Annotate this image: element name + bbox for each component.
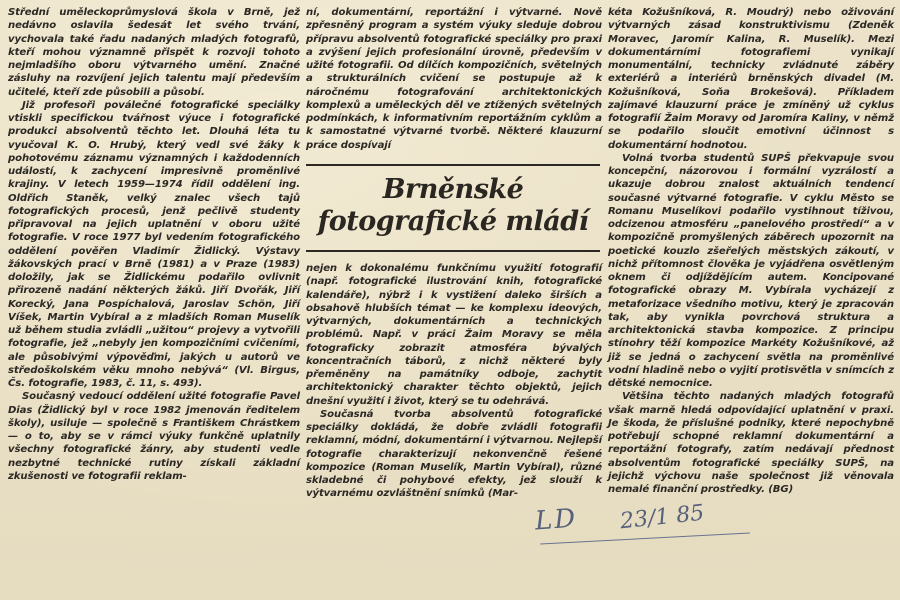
handwritten-initials: LD xyxy=(534,503,579,537)
paragraph: Střední uměleckoprůmyslová škola v Brně, jež nedávno oslavila šedesát let svého trvání, vychovala také řadu nadaných mladých fotografů, kteří mohou významně přispět k rozvoji tohoto nejmladšího oboru výtvarného umění. Značné zásluhy na rozvíjení jejich talentu mají především učitelé, kteří zde působili a působí. xyxy=(8,7,300,98)
article-column-2-bottom xyxy=(306,262,602,501)
paragraph: ní, dokumentární, reportážní i výtvarné. Nově zpřesněný program a systém výuky sleduje dobrou přípravu absolventů fotografické speciálky pro praxi a zvýšení jejich profesionální úrovně, především v užité fotografii. Od dílčích kompozičních, světelných a strukturálních cvičení se postupuje až k náročnému fotografování architektonických komplexů a uměleckých děl ve ztížených světelných podmínkách, k informativním reportážním cyklům a k samostatné výtvarné tvorbě. Některé klauzurní práce dospívají xyxy=(306,7,602,151)
paragraph: kéta Kožušníková, R. Moudrý) nebo oživování výtvarných zásad konstruktivismu (Zdeněk Moravec, Jaromír Kalina, R. Muselík). Mezi dokumentárními fotografiemi vynikají monumentální, technicky zvládnuté záběry exteriérů a interiérů brněnských divadel (M. Kožušníková, Soňa Brokešová). Příkladem zajímavé klauzurní práce je zmíněný už cyklus fotografií Žaim Moravy od Jaromíra Kaliny, v němž se podařilo sloučit emotivní účinnost s dokumentární hodnotou. xyxy=(608,7,894,151)
paragraph: Již profesoři poválečné fotografické speciálky vtiskli specifickou tvářnost výuce i fotografické produkci absolventů těchto let. Dlouhá léta tu vyučoval K. O. Hrubý, který vedl své žáky k pohotovému záznamu významných i každodenních událostí, k zachycení impresivně proměnlivé krajiny. V letech 1959—1974 řídil oddělení ing. Oldřich Staněk, velký znalec všech tajů fotografických procesů, jenž pečlivě studenty připravoval na jejich uplatnění v oboru užité fotografie. V roce 1977 byl vedením fotografického oddělení pověřen Vladimír Židlický. Výstavy žákovských prací v Brně (1981) a v Praze (1983) doložily, jak se Židlickému podařilo ovlivnit přirozeně nadání některých žáků. Jiří Dvořák, Jiří Korecký, Jana Pospíchalová, Jaroslav Schön, Jiří Víšek, Martin Vybíral a z mladších Roman Muselík už během studia zvládli „užitou“ projevy a vytvořili fotografie, jež „nebyly jen kompozičními cvičeními, ale působivými výpověďmi, jakých u autorů ve středoškolském věku mnoho nebývá“ (Vl. Birgus, Čs. fotografie, 1983, č. 11, s. 493). xyxy=(8,99,300,389)
paragraph: nejen k dokonalému funkčnímu využití fotografií (např. fotografické ilustrování knih, fotografické kalendáře), nýbrž i k vystižení daleko širších a obsahově hlubších témat — ke komplexu ideových, výtvarných, dokumentárních a technických problémů. Např. v práci Žaim Moravy se měla fotograficky zobrazit atmosféra bývalých koncentračních táborů, z nichž některé byly přeměněny na památníky odboje, zachytit architektonický charakter těchto objektů, jejich dnešní využití i život, který se tu odehrává. xyxy=(306,263,602,407)
article-headline: Brněnské fotografické mládí xyxy=(317,174,589,237)
paragraph: Volná tvorba studentů SUPŠ překvapuje svou koncepční, názorovou i formální vyzrálostí a ukazuje dobrou znalost aktuálních tendencí současné výtvarné fotografie. V cyklu Město se Romanu Muselíkovi podařilo vystihnout tíživou, odcizenou atmosféru „panelového prostředí“ a v kompozičně promyšlených záběrech upozornit na poetické kouzlo zšeřelých městských zákoutí, v nichž přítomnost člověka je vyjádřena osvětleným oknem či odjíždějícím autem. Koncipované fotografické obrazy M. Vybírala vycházejí z metaforizace všedního motivu, který je zpracován tak, aby vynikla povrchová struktura a architektonická stavba kompozice. Z principu stínohry těží kompozice Markéty Kožušníkové, až již se jedná o zachycení světla na proměnlivé vodní hladině nebo o vyjití protisvětla v snímcích z dětské nemocnice. xyxy=(608,152,894,389)
paragraph: Současný vedoucí oddělení užité fotografie Pavel Dias (Židlický byl v roce 1982 jmenován ředitelem školy), usiluje — společně s Františkem Chrástkem — o to, aby se v rámci výuky funkčně uplatnily všechny fotografické žánry, aby studenti vedle nezbytné technické rutiny získali základní zkušenosti ve fotografii reklam- xyxy=(8,391,300,482)
paragraph: Většina těchto nadaných mladých fotografů však marně hledá odpovídající uplatnění v praxi. Je škoda, že příslušné podniky, které nepochybně potřebují schopné reklamní dokumentární a reportážní fotografy, zatím nedávají přednost absolventům fotografické speciálky SUPŠ, na jejichž výchovu naše společnost již věnovala nemalé finanční prostředky. (BG) xyxy=(608,391,894,495)
handwritten-underline xyxy=(540,533,750,545)
headline-box xyxy=(306,164,600,252)
article-column-3 xyxy=(608,6,894,496)
handwritten-date: 23/1 85 xyxy=(618,500,706,535)
article-column-2-top xyxy=(306,6,602,152)
article-column-1 xyxy=(8,6,300,483)
paragraph: Současná tvorba absolventů fotografické speciálky dokládá, že dobře zvládli fotografii reklamní, módní, dokumentární i výtvarnou. Nejlepší fotografie charakterizují nekonvenčně řešené kompozice (Roman Muselík, Martin Vybíral), různé skladebné či pohybové efekty, jež slouží k výtvarnému ozvláštnění snímků (Mar- xyxy=(306,408,603,500)
